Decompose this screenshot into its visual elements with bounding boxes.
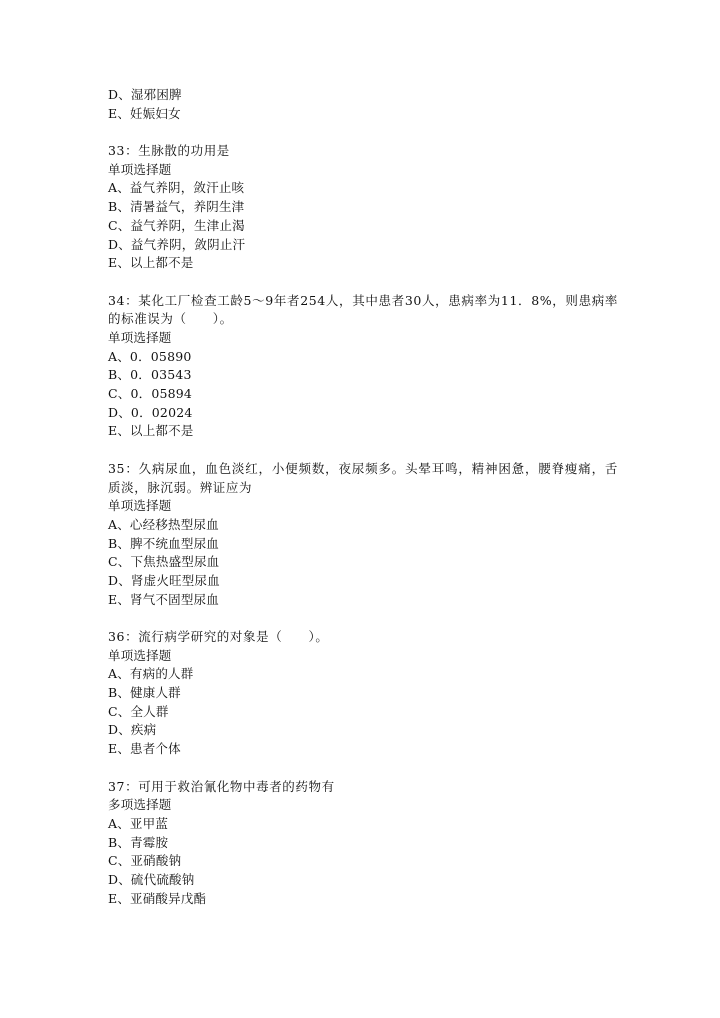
question-stem: 36：流行病学研究的对象是（ ）。 bbox=[108, 629, 329, 645]
option-d: D、益气养阴，敛阴止汗 bbox=[108, 236, 246, 252]
option-c: C、亚硝酸钠 bbox=[108, 853, 182, 869]
option-d: D、硫代硫酸钠 bbox=[108, 871, 195, 887]
option-d: D、湿邪困脾 bbox=[108, 87, 182, 102]
option-e: E、妊娠妇女 bbox=[108, 105, 181, 121]
question-34 bbox=[108, 292, 618, 442]
question-type: 多项选择题 bbox=[108, 797, 172, 813]
question-type: 单项选择题 bbox=[108, 647, 172, 663]
question-type: 单项选择题 bbox=[108, 329, 172, 345]
option-b: B、脾不统血型尿血 bbox=[108, 535, 219, 551]
question-stem: 33：生脉散的功用是 bbox=[108, 143, 230, 159]
option-e: E、肾气不固型尿血 bbox=[108, 591, 219, 607]
option-d: D、0．02024 bbox=[108, 404, 193, 420]
option-e: E、以上都不是 bbox=[108, 423, 194, 439]
option-c: C、全人群 bbox=[108, 703, 169, 719]
option-a: A、0．05890 bbox=[108, 348, 192, 364]
question-37 bbox=[108, 778, 618, 909]
question-36 bbox=[108, 628, 618, 759]
question-type: 单项选择题 bbox=[108, 161, 172, 177]
option-b: B、健康人群 bbox=[108, 685, 181, 701]
question-stem: 34：某化工厂检查工龄5～9年者254人，其中患者30人，患病率为11．8%，则患病率的标准误为（ ）。 bbox=[108, 292, 618, 327]
option-d: D、肾虚火旺型尿血 bbox=[108, 572, 220, 588]
option-a: A、亚甲蓝 bbox=[108, 815, 169, 831]
option-a: A、心经移热型尿血 bbox=[108, 516, 219, 532]
option-e: E、亚硝酸异戊酯 bbox=[108, 890, 207, 906]
option-c: C、益气养阴，生津止渴 bbox=[108, 217, 245, 233]
question-type: 单项选择题 bbox=[108, 498, 172, 514]
question-stem: 37：可用于救治氰化物中毒者的药物有 bbox=[108, 778, 335, 794]
option-b: B、清暑益气，养阴生津 bbox=[108, 199, 245, 215]
option-b: B、青霉胺 bbox=[108, 834, 169, 850]
option-b: B、0．03543 bbox=[108, 367, 192, 383]
question-33 bbox=[108, 142, 618, 273]
question-stem: 35：久病尿血，血色淡红，小便频数，夜尿频多。头晕耳鸣，精神困惫，腰脊瘦痛，舌质淡，脉沉弱。辨证应为 bbox=[108, 460, 618, 495]
option-d: D、疾病 bbox=[108, 722, 157, 738]
option-a: A、有病的人群 bbox=[108, 666, 194, 682]
question-35 bbox=[108, 460, 618, 610]
option-c: C、下焦热盛型尿血 bbox=[108, 554, 220, 570]
option-a: A、益气养阴，敛汗止咳 bbox=[108, 180, 245, 196]
option-e: E、以上都不是 bbox=[108, 255, 194, 271]
document-page bbox=[108, 86, 618, 908]
previous-question-tail bbox=[108, 86, 618, 123]
option-c: C、0．05894 bbox=[108, 386, 193, 402]
option-e: E、患者个体 bbox=[108, 741, 181, 757]
